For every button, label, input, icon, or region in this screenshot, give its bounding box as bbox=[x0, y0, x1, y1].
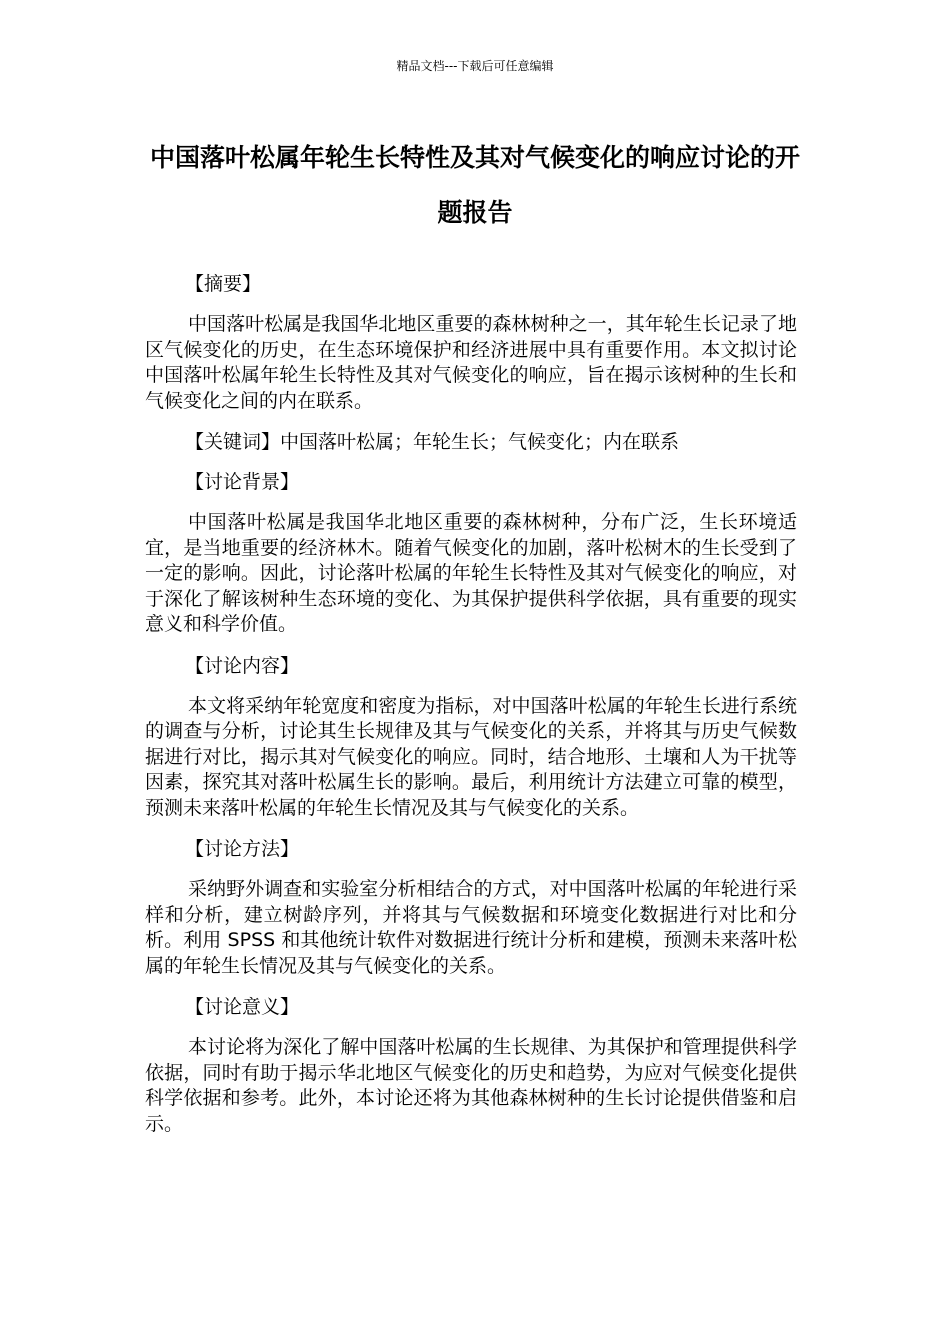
page-title: 中国落叶松属年轮生长特性及其对气候变化的响应讨论的开题报告 bbox=[149, 143, 800, 227]
abstract-paragraph: 中国落叶松属是我国华北地区重要的森林树种之一，其年轮生长记录了地区气候变化的历史，在生态环境保护和经济进展中具有重要作用。本文拟讨论中国落叶松属年轮生长特性及其对气候变化的响应，旨在揭示该树种的生长和气候变化之间的内在联系。 bbox=[145, 313, 797, 412]
keywords-label: 【关键词】 bbox=[185, 431, 281, 453]
method-heading: 【讨论方法】 bbox=[185, 838, 300, 860]
significance-paragraph: 本讨论将为深化了解中国落叶松属的生长规律、为其保护和管理提供科学依据，同时有助于揭示华北地区气候变化的历史和趋势，为应对气候变化提供科学依据和参考。此外，本讨论还将为其他森林树种的生长讨论提供借鉴和启示。 bbox=[145, 1036, 797, 1135]
background-heading: 【讨论背景】 bbox=[185, 471, 300, 493]
background-paragraph: 中国落叶松属是我国华北地区重要的森林树种，分布广泛，生长环境适宜，是当地重要的经济林木。随着气候变化的加剧，落叶松树木的生长受到了一定的影响。因此，讨论落叶松属的年轮生长特性及其对气候变化的响应，对于深化了解该树种生态环境的变化、为其保护提供科学依据，具有重要的现实意义和科学价值。 bbox=[145, 511, 797, 635]
document-body bbox=[145, 268, 797, 1149]
keywords-text: 中国落叶松属；年轮生长；气候变化；内在联系 bbox=[280, 431, 680, 453]
content-heading: 【讨论内容】 bbox=[185, 654, 300, 677]
header-note: 精品文档---下载后可任意编辑 bbox=[396, 59, 554, 73]
significance-heading: 【讨论意义】 bbox=[185, 996, 300, 1018]
method-paragraph: 采纳野外调查和实验室分析相结合的方式，对中国落叶松属的年轮进行采样和分析，建立树龄序列，并将其与气候数据和环境变化数据进行对比和分析。利用 SPSS 和其他统计软件对数据进行统计分析和建模，预测未来落叶松属的年轮生长情况及其与气候变化的关系。 bbox=[145, 878, 797, 977]
abstract-heading: 【摘要】 bbox=[185, 273, 262, 295]
content-paragraph: 本文将采纳年轮宽度和密度为指标，对中国落叶松属的年轮生长进行系统的调查与分析，讨论其生长规律及其与气候变化的关系，并将其与历史气候数据进行对比，揭示其对气候变化的响应。同时，结合地形、土壤和人为干扰等因素，探究其对落叶松属生长的影响。最后，利用统计方法建立可靠的模型，预测未来落叶松属的年轮生长情况及其与气候变化的关系。 bbox=[145, 694, 797, 819]
keywords-line bbox=[145, 426, 797, 458]
